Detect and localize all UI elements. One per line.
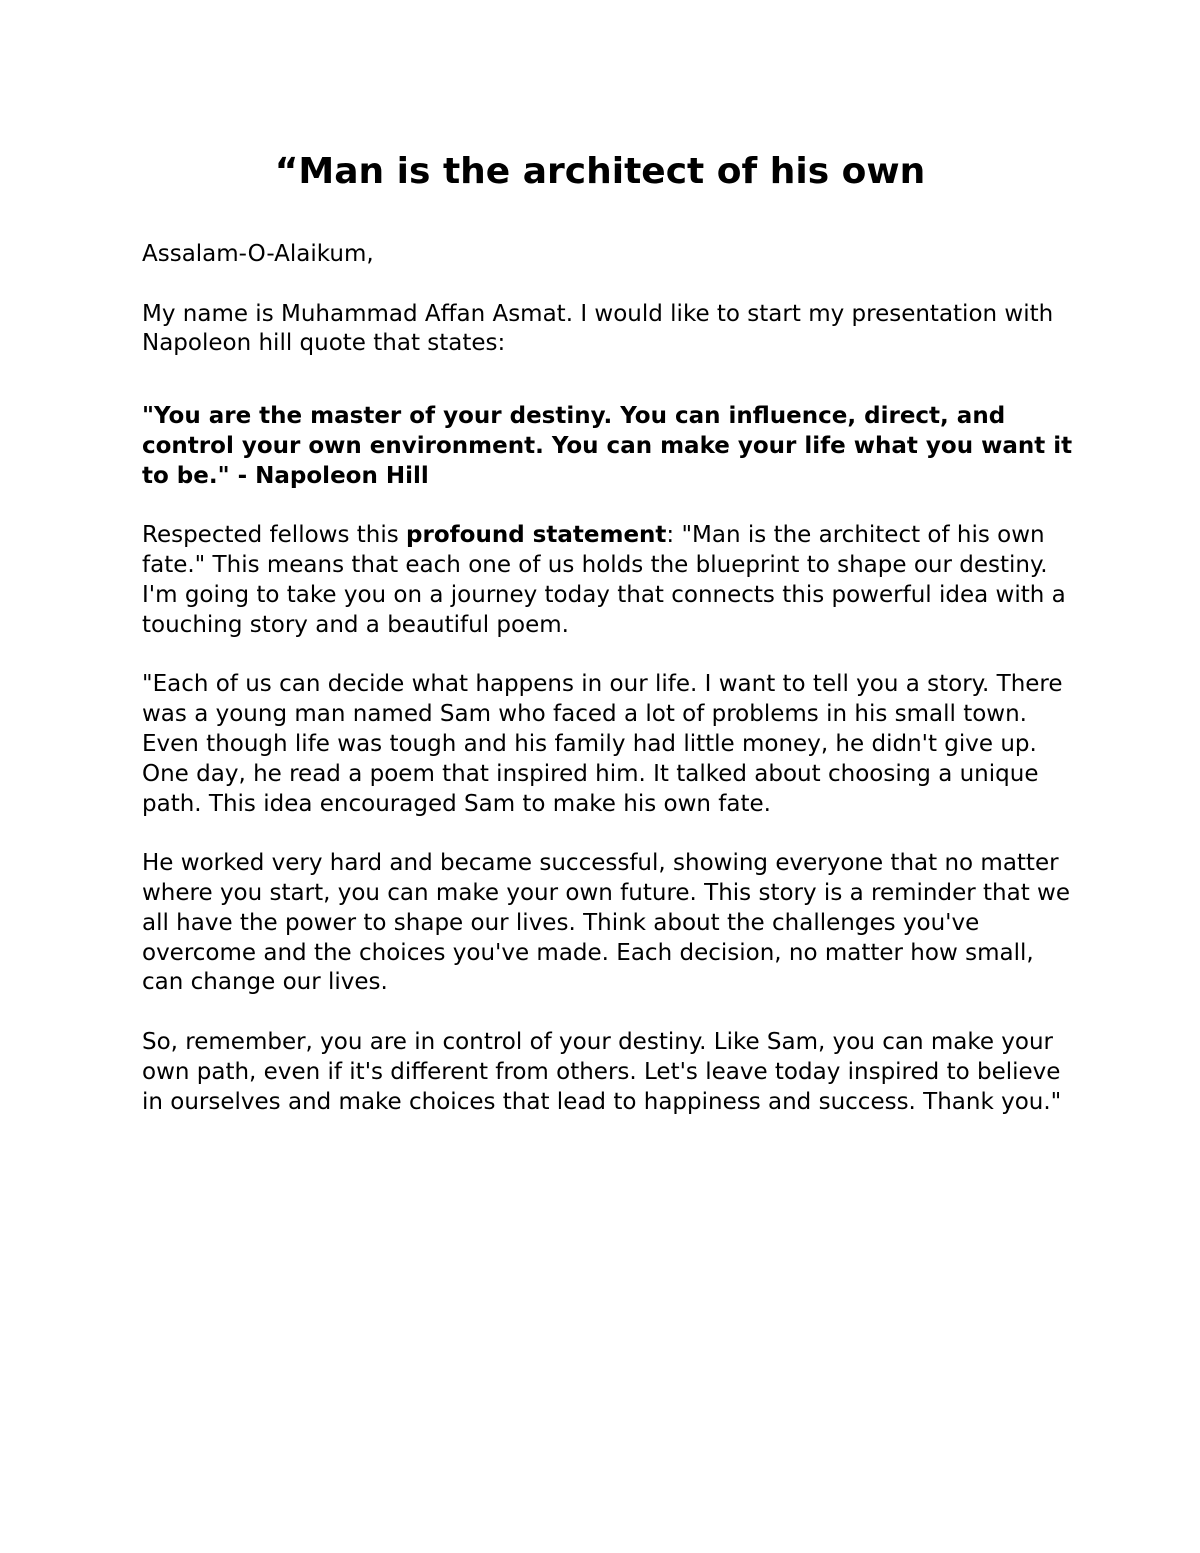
statement-text-after: : "Man is the architect of his own fate." This means that each one of us holds the blueprint to shape our destiny. I'm going to take you on a journey today that connects this powerful idea with a touching story and a beautiful poem.	[142, 522, 1066, 638]
profound-statement-bold: profound statement	[406, 522, 667, 549]
paragraph-gap	[142, 359, 1082, 402]
intro-paragraph: My name is Muhammad Affan Asmat. I would like to start my presentation with Napoleon hill quote that states:	[142, 300, 1054, 357]
paragraph-gap	[142, 641, 1082, 671]
paragraph-gap	[142, 492, 1082, 522]
success-paragraph: He worked very hard and became successful, showing everyone that no matter where you start, you can make your own future. This story is a reminder that we all have the power to shape our lives. Think about the challenges you've overcome and the choices you've made. Each decision, no matter how small, can change our lives.	[142, 850, 1070, 996]
story-paragraph: "Each of us can decide what happens in our life. I want to tell you a story. There was a young man named Sam who faced a lot of problems in his small town. Even though life was tough and his family had little money, he didn't give up. One day, he read a poem that inspired him. It talked about choosing a unique path. This idea encouraged Sam to make his own fate.	[142, 671, 1063, 817]
statement-text-before: Respected fellows this	[142, 522, 407, 549]
statement-paragraph	[142, 521, 1082, 640]
quote-paragraph: "You are the master of your destiny. You can influence, direct, and control your own environment. You can make your life what you want it to be." - Napoleon Hill	[142, 403, 1073, 489]
document-title: “Man is the architect of his own	[274, 151, 926, 192]
paragraph-gap	[142, 998, 1082, 1028]
paragraph-gap	[142, 819, 1082, 849]
paragraph-gap	[142, 270, 1082, 300]
greeting-paragraph: Assalam-O-Alaikum,	[142, 241, 374, 267]
closing-paragraph: So, remember, you are in control of your destiny. Like Sam, you can make your own path, even if it's different from others. Let's leave today inspired to believe in ourselves and make choices that lead to happiness and success. Thank you."	[142, 1028, 1062, 1115]
document-body	[142, 240, 1082, 1117]
